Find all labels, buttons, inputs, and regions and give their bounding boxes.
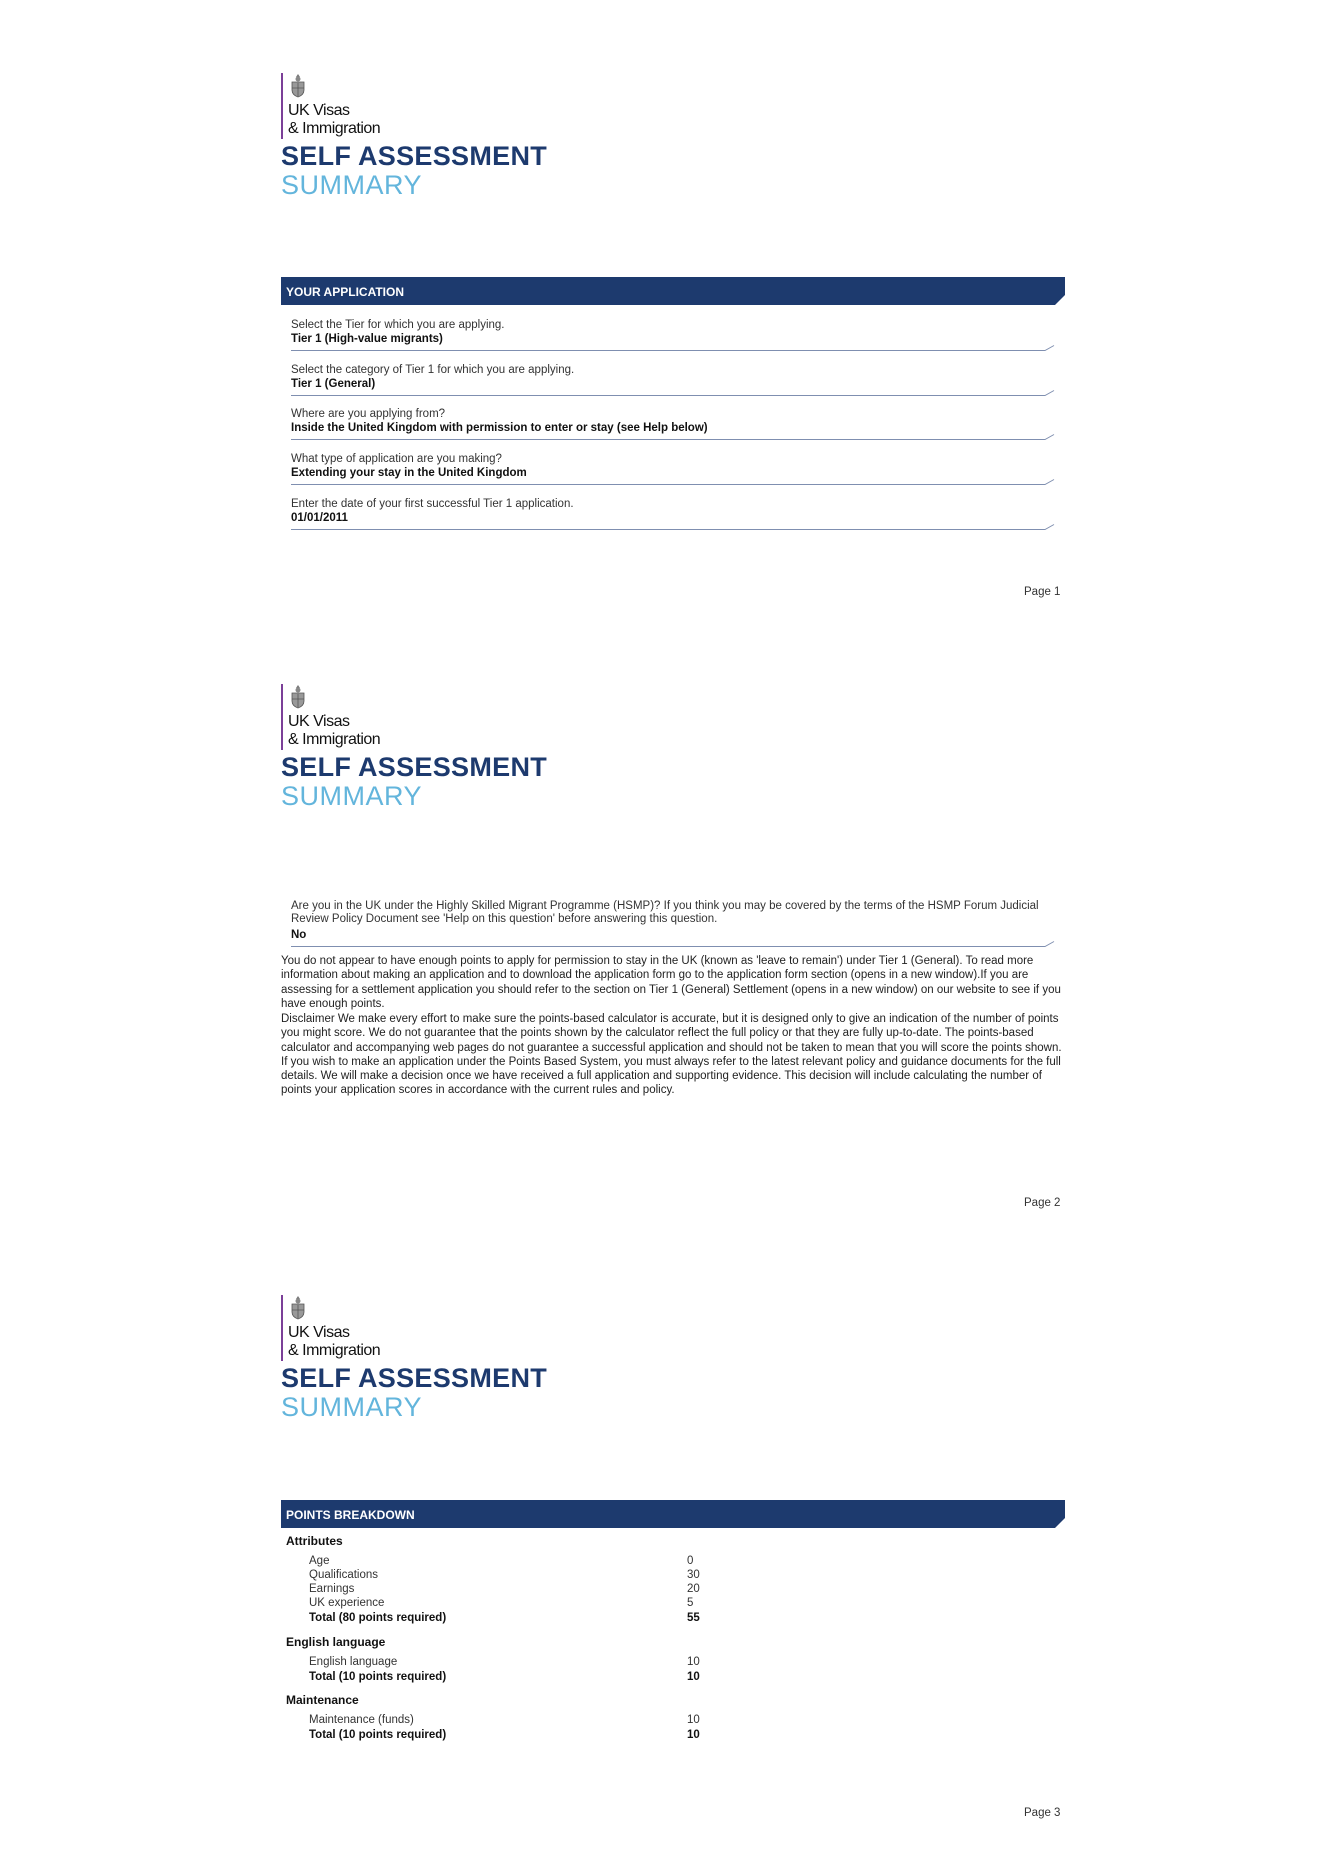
page-subtitle: SUMMARY bbox=[281, 170, 423, 200]
answer-text: Inside the United Kingdom with permission to enter or stay (see Help below) bbox=[291, 422, 708, 434]
answer-underline bbox=[291, 345, 1055, 351]
points-row-label: Age bbox=[309, 1555, 330, 1567]
points-row-value: 20 bbox=[687, 1583, 700, 1595]
page-2 bbox=[0, 611, 1331, 1221]
royal-crest-icon bbox=[288, 684, 308, 710]
royal-crest-icon bbox=[288, 1295, 308, 1321]
question-text: Are you in the UK under the Highly Skilled Migrant Programme (HSMP)? If you think you may be covered by the terms of the HSMP Forum Judicial Review Policy Document see 'Help on this question' before answering this question. bbox=[291, 900, 1039, 925]
points-total-value: 10 bbox=[687, 1729, 700, 1741]
points-row-label: UK experience bbox=[309, 1597, 385, 1609]
question-text: Select the Tier for which you are applying. bbox=[291, 319, 505, 331]
answer-underline bbox=[291, 434, 1055, 440]
points-row-value: 30 bbox=[687, 1569, 700, 1581]
logo-text-line1: UK Visas bbox=[288, 713, 350, 730]
answer-text: Tier 1 (General) bbox=[291, 378, 376, 390]
answer-underline bbox=[291, 390, 1055, 396]
points-row-label: English language bbox=[309, 1656, 398, 1668]
page-number: Page 1 bbox=[1024, 586, 1061, 598]
page-subtitle: SUMMARY bbox=[281, 1392, 423, 1422]
page-title: SELF ASSESSMENT bbox=[281, 752, 548, 782]
points-row-value: 5 bbox=[687, 1597, 694, 1609]
points-total-value: 55 bbox=[687, 1612, 700, 1624]
section-title: POINTS BREAKDOWN bbox=[286, 1508, 415, 1522]
question-item bbox=[291, 318, 1055, 347]
logo-text-line2: & Immigration bbox=[288, 120, 381, 137]
ukvi-logo bbox=[281, 1295, 421, 1361]
result-message: You do not appear to have enough points to apply for permission to stay in the UK (known as 'leave to remain') under Tier 1 (General). To read more information about making an application and to download the application form go to the application form section (opens in a new window).If you are assessing for a settlement application you should refer to the section on Tier 1 (General) Settlement (opens in a new window) on our website to see if you have enough points. bbox=[281, 955, 1061, 1010]
question-text: Select the category of Tier 1 for which you are applying. bbox=[291, 364, 575, 376]
disclaimer-text: Disclaimer We make every effort to make sure the points-based calculator is accurate, but it is designed only to give an indication of the number of points you might score. We do not guarantee that the points shown by the calculator reflect the full policy or that they are fully up-to-date. The points-based calculator and accompanying web pages do not guarantee a successful application and should not be taken to mean that you will score the points shown. If you wish to make an application under the Points Based System, you must always refer to the latest relevant policy and guidance documents for the full details. We will make a decision once we have received a full application and supporting evidence. This decision will include calculating the number of points your application scores in accordance with the current rules and policy. bbox=[281, 1013, 1062, 1097]
ukvi-logo bbox=[281, 684, 421, 750]
points-total-label: Total (10 points required) bbox=[309, 1729, 447, 1741]
section-title: YOUR APPLICATION bbox=[286, 285, 405, 299]
question-text: Enter the date of your first successful Tier 1 application. bbox=[291, 498, 574, 510]
answer-text: Extending your stay in the United Kingdom bbox=[291, 467, 527, 479]
points-total-label: Total (80 points required) bbox=[309, 1612, 447, 1624]
question-text: Where are you applying from? bbox=[291, 408, 446, 420]
logo-text-line1: UK Visas bbox=[288, 1324, 350, 1341]
points-row-label: Earnings bbox=[309, 1583, 355, 1595]
logo-bar bbox=[281, 73, 283, 139]
answer-text: 01/01/2011 bbox=[291, 512, 348, 524]
page-number: Page 2 bbox=[1024, 1197, 1061, 1209]
question-item bbox=[291, 407, 1055, 436]
question-item bbox=[291, 363, 1055, 392]
points-row-label: Qualifications bbox=[309, 1569, 379, 1581]
points-row-label: Maintenance (funds) bbox=[309, 1714, 414, 1726]
logo-text-line2: & Immigration bbox=[288, 731, 381, 748]
page-number: Page 3 bbox=[1024, 1807, 1061, 1819]
royal-crest-icon bbox=[288, 73, 308, 99]
page-1 bbox=[0, 0, 1331, 610]
page-title: SELF ASSESSMENT bbox=[281, 1363, 548, 1393]
logo-text-line2: & Immigration bbox=[288, 1342, 381, 1359]
answer-text: Tier 1 (High-value migrants) bbox=[291, 333, 443, 345]
answer-underline bbox=[291, 524, 1055, 530]
points-category-attributes: Attributes bbox=[286, 1534, 343, 1548]
ukvi-logo bbox=[281, 73, 421, 139]
points-row-value: 10 bbox=[687, 1714, 700, 1726]
question-item bbox=[291, 900, 1055, 943]
points-total-value: 10 bbox=[687, 1671, 700, 1683]
section-header-points-breakdown bbox=[281, 1500, 1065, 1528]
question-item bbox=[291, 497, 1055, 526]
question-item bbox=[291, 452, 1055, 481]
points-total-label: Total (10 points required) bbox=[309, 1671, 447, 1683]
logo-text-line1: UK Visas bbox=[288, 102, 350, 119]
answer-underline bbox=[291, 941, 1055, 947]
points-row-value: 0 bbox=[687, 1555, 694, 1567]
page-title: SELF ASSESSMENT bbox=[281, 141, 548, 171]
page-3 bbox=[0, 1222, 1331, 1832]
points-category-maintenance: Maintenance bbox=[286, 1693, 359, 1707]
answer-text: No bbox=[291, 929, 307, 941]
page-subtitle: SUMMARY bbox=[281, 781, 423, 811]
question-text: What type of application are you making? bbox=[291, 453, 502, 465]
points-category-english: English language bbox=[286, 1635, 386, 1649]
answer-underline bbox=[291, 479, 1055, 485]
points-row-value: 10 bbox=[687, 1656, 700, 1668]
section-header-your-application bbox=[281, 277, 1065, 305]
logo-bar bbox=[281, 684, 283, 750]
logo-bar bbox=[281, 1295, 283, 1361]
